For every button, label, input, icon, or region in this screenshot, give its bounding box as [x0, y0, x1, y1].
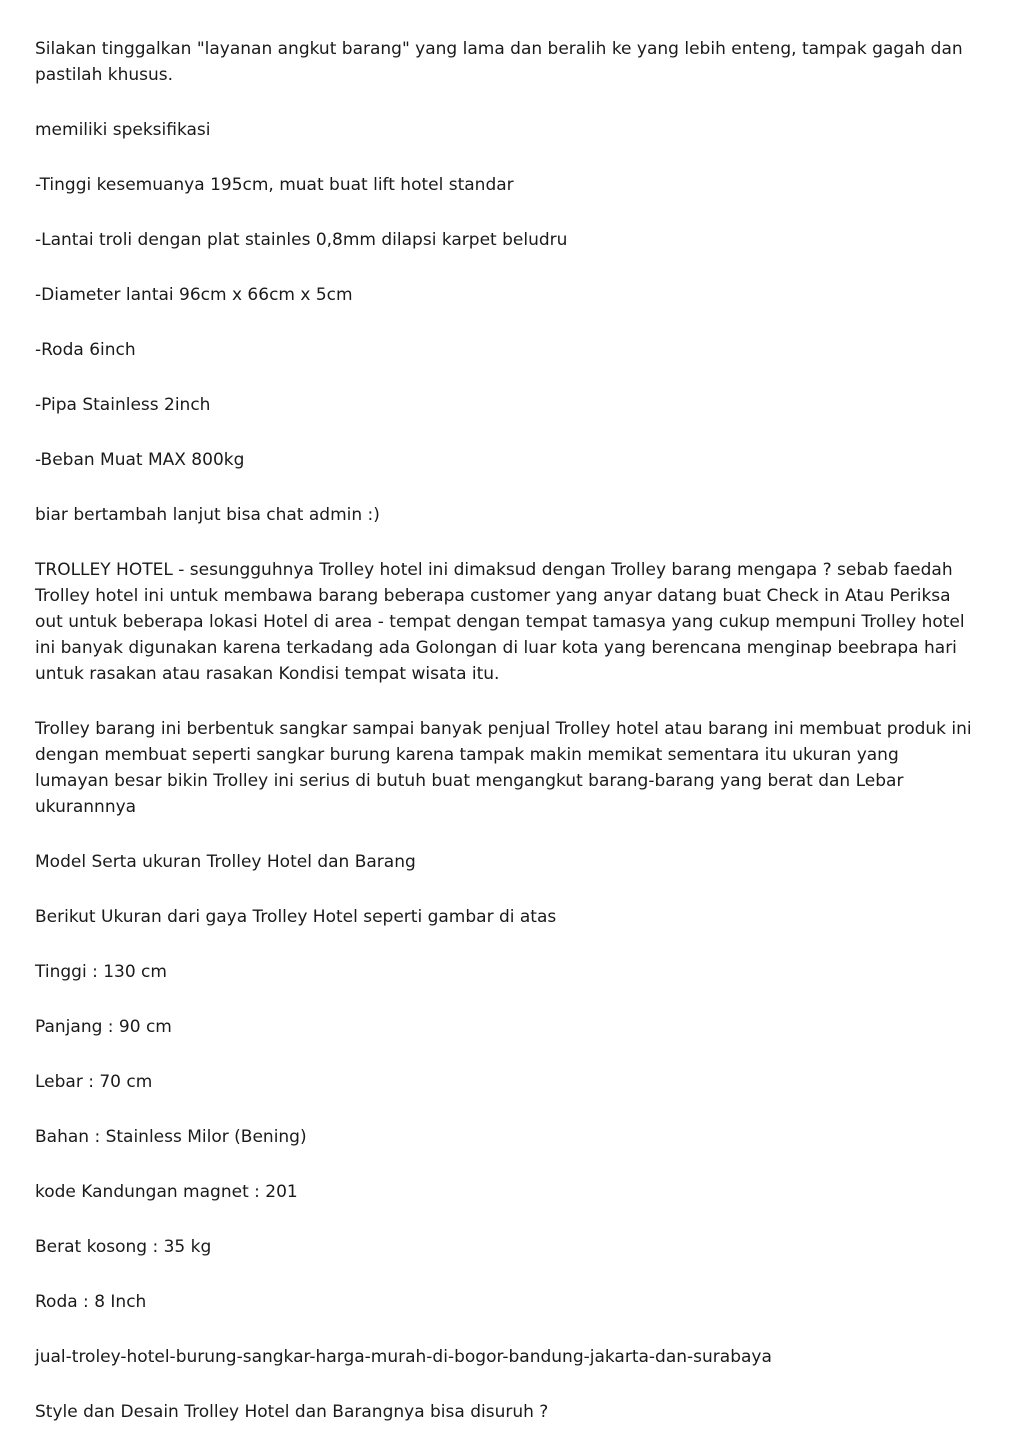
size-magnet-code: kode Kandungan magnet : 201	[35, 1182, 298, 1202]
style-design-question: Style dan Desain Trolley Hotel dan Barangnya bisa disuruh ?	[35, 1402, 549, 1422]
model-size-heading: Model Serta ukuran Trolley Hotel dan Barang	[35, 852, 416, 872]
size-material: Bahan : Stainless Milor (Bening)	[35, 1127, 307, 1147]
size-empty-weight: Berat kosong : 35 kg	[35, 1237, 212, 1257]
document-body	[35, 36, 975, 1454]
size-intro-text: Berikut Ukuran dari gaya Trolley Hotel seperti gambar di atas	[35, 907, 557, 927]
trolley-cage-description: Trolley barang ini berbentuk sangkar sampai banyak penjual Trolley hotel atau barang ini membuat produk ini dengan membuat seperti sangkar burung karena tampak makin memikat sementara itu ukuran yang lumayan besar bikin Trolley ini serius di butuh buat mengangkut barang-barang yang berat dan Lebar ukurannnya	[35, 719, 972, 817]
size-wheel: Roda : 8 Inch	[35, 1292, 147, 1312]
slug-text: jual-troley-hotel-burung-sangkar-harga-murah-di-bogor-bandung-jakarta-dan-surabaya	[35, 1347, 772, 1367]
spec-item-floor: -Lantai troli dengan plat stainles 0,8mm dilapsi karpet beludru	[35, 230, 568, 250]
intro-paragraph: Silakan tinggalkan "layanan angkut barang" yang lama dan beralih ke yang lebih enteng, tampak gagah dan pastilah khusus.	[35, 39, 963, 85]
size-length: Panjang : 90 cm	[35, 1017, 172, 1037]
spec-heading: memiliki speksifikasi	[35, 120, 211, 140]
contact-admin-text: biar bertambah lanjut bisa chat admin :)	[35, 505, 380, 525]
spec-item-pipe: -Pipa Stainless 2inch	[35, 395, 211, 415]
size-height: Tinggi : 130 cm	[35, 962, 167, 982]
spec-item-load: -Beban Muat MAX 800kg	[35, 450, 245, 470]
spec-item-diameter: -Diameter lantai 96cm x 66cm x 5cm	[35, 285, 353, 305]
spec-item-wheel: -Roda 6inch	[35, 340, 136, 360]
size-width: Lebar : 70 cm	[35, 1072, 153, 1092]
trolley-hotel-description: TROLLEY HOTEL - sesungguhnya Trolley hotel ini dimaksud dengan Trolley barang mengapa ? sebab faedah Trolley hotel ini untuk membawa barang beberapa customer yang anyar datang buat Check in Atau Periksa out untuk beberapa lokasi Hotel di area - tempat dengan tempat tamasya yang cukup mempuni Trolley hotel ini banyak digunakan karena terkadang ada Golongan di luar kota yang berencana menginap beebrapa hari untuk rasakan atau rasakan Kondisi tempat wisata itu.	[35, 560, 965, 684]
spec-item-height: -Tinggi kesemuanya 195cm, muat buat lift hotel standar	[35, 175, 514, 195]
